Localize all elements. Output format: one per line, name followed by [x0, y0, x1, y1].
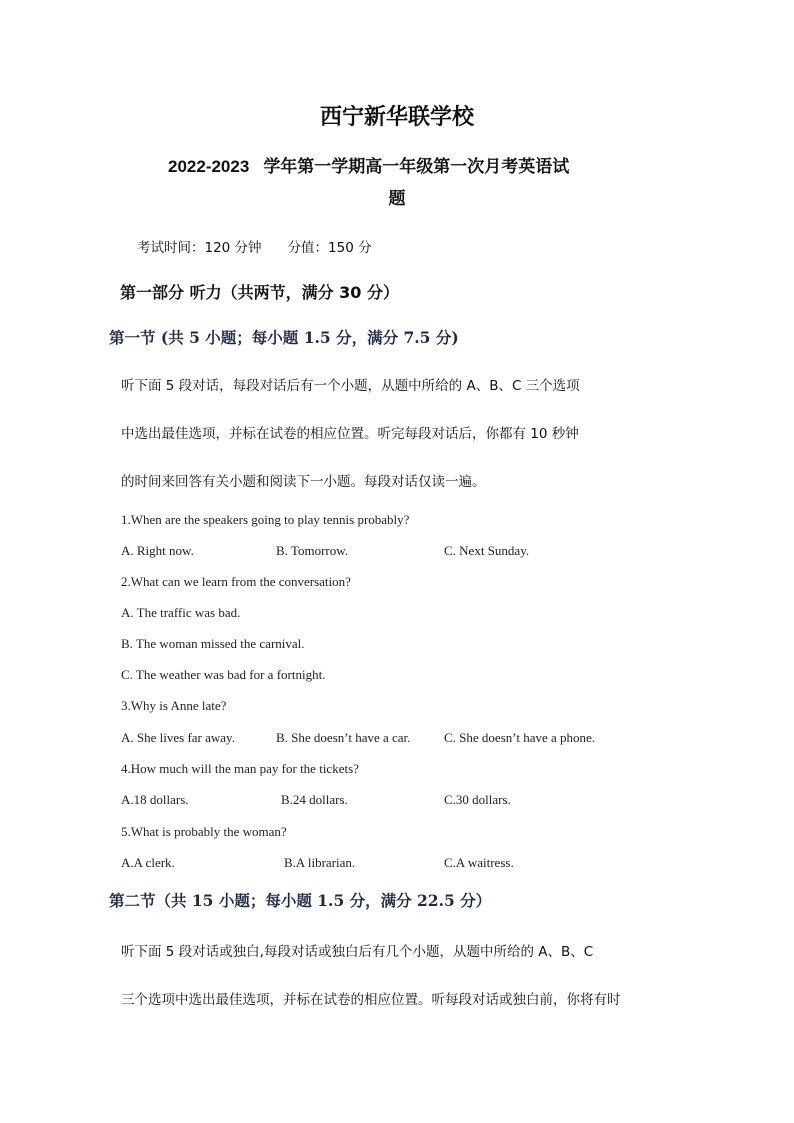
- question-option: B. She doesn’t have a car.: [276, 730, 411, 745]
- question-option: C. She doesn’t have a phone.: [444, 730, 596, 745]
- section2-instruction-line: 三个选项中选出最佳选项，并标在试卷的相应位置。听每段对话或独白前，你将有时: [121, 992, 621, 1008]
- section1-instruction-line: 听下面 5 段对话，每段对话后有一个小题，从题中所给的 A、B、C 三个选项: [121, 378, 580, 394]
- question-option: A.18 dollars.: [121, 792, 189, 807]
- exam-score: 分值：150 分: [287, 240, 372, 256]
- exam-title-line2: 题: [388, 189, 406, 209]
- exam-time: 考试时间：120 分钟: [137, 240, 262, 256]
- section2-title: 第二节（共 15 小题；每小题 1.5 分，满分 22.5 分）: [109, 891, 492, 910]
- question-option: C. The weather was bad for a fortnight.: [121, 667, 326, 682]
- question-stem: 4.How much will the man pay for the tickets?: [121, 761, 359, 776]
- question-option: B. Tomorrow.: [276, 543, 349, 558]
- question-option: B.24 dollars.: [281, 792, 348, 807]
- section1-instruction-line: 中选出最佳选项，并标在试卷的相应位置。听完每段对话后，你都有 10 秒钟: [121, 426, 579, 442]
- question-stem: 5.What is probably the woman?: [121, 824, 287, 839]
- question-option: A. Right now.: [121, 543, 194, 558]
- question-option: B. The woman missed the carnival.: [121, 636, 305, 651]
- question-option: C.A waitress.: [444, 855, 514, 870]
- question-option: B.A librarian.: [284, 855, 356, 870]
- question-option: A. The traffic was bad.: [121, 605, 241, 620]
- part1-title: 第一部分 听力（共两节，满分 30 分）: [120, 283, 399, 302]
- question-option: C. Next Sunday.: [444, 543, 530, 558]
- exam-year: 2022-2023: [168, 157, 250, 176]
- section1-title: 第一节 (共 5 小题；每小题 1.5 分，满分 7.5 分): [109, 328, 459, 347]
- question-stem: 1.When are the speakers going to play tennis probably?: [121, 512, 410, 527]
- exam-title-line1: [168, 152, 569, 177]
- school-name: 西宁新华联学校: [319, 104, 474, 130]
- question-option: A.A clerk.: [121, 855, 175, 870]
- exam-title-text: 学年第一学期高一年级第一次月考英语试: [263, 157, 570, 177]
- question-stem: 2.What can we learn from the conversation?: [121, 574, 351, 589]
- section2-instruction-line: 听下面 5 段对话或独白,每段对话或独白后有几个小题，从题中所给的 A、B、C: [121, 944, 594, 960]
- question-stem: 3.Why is Anne late?: [121, 698, 227, 713]
- question-option: A. She lives far away.: [121, 730, 235, 745]
- question-option: C.30 dollars.: [444, 792, 511, 807]
- section1-instruction-line: 的时间来回答有关小题和阅读下一小题。每段对话仅读一遍。: [121, 474, 486, 490]
- exam-meta: [137, 236, 372, 256]
